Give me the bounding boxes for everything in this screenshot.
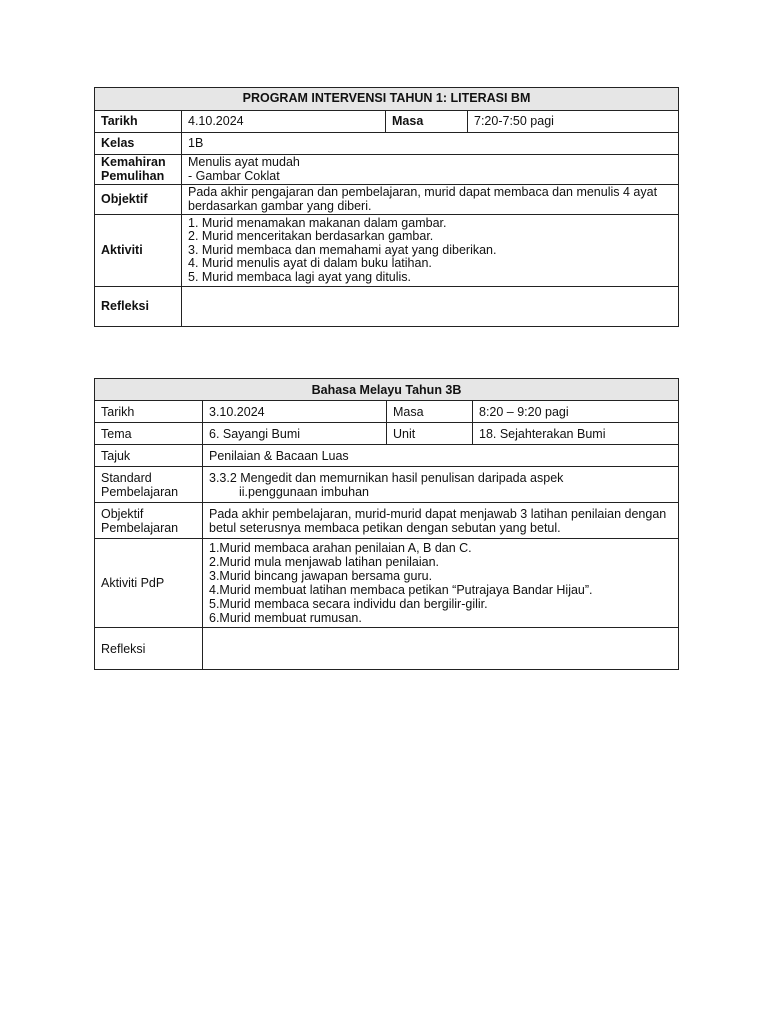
aktiviti-list — [182, 215, 679, 287]
standard-value — [203, 467, 679, 503]
lesson-plan-table — [94, 378, 679, 670]
list-item: 1. Murid menamakan makanan dalam gambar. — [188, 215, 447, 230]
refleksi-value — [182, 287, 679, 327]
objektif-label: Objektif — [95, 185, 182, 215]
list-item: 1.Murid membaca arahan penilaian A, B dan C. — [209, 541, 472, 555]
objektif-label-line2: Pembelajaran — [101, 520, 179, 535]
kemahiran-label — [95, 155, 182, 185]
tarikh-value: 4.10.2024 — [182, 111, 386, 133]
kemahiran-label-line2: Pemulihan — [101, 168, 165, 183]
intervention-plan-table — [94, 87, 679, 327]
objektif-value: Pada akhir pengajaran dan pembelajaran, murid dapat membaca dan menulis 4 ayat berdasarkan gambar yang diberi. — [182, 185, 679, 215]
kemahiran-value-line1: Menulis ayat mudah — [188, 155, 300, 169]
standard-value-line1: 3.3.2 Mengedit dan memurnikan hasil penulisan daripada aspek — [209, 470, 564, 485]
tarikh-label: Tarikh — [95, 111, 182, 133]
objektif-label-line1: Objektif — [101, 506, 144, 521]
aktiviti-list — [203, 539, 679, 628]
aktiviti-label: Aktiviti PdP — [95, 539, 203, 628]
list-item: 2. Murid menceritakan berdasarkan gambar. — [188, 229, 434, 244]
tarikh-label: Tarikh — [95, 401, 203, 423]
list-item: 6.Murid membuat rumusan. — [209, 611, 362, 625]
refleksi-value — [203, 628, 679, 670]
table-title: PROGRAM INTERVENSI TAHUN 1: LITERASI BM — [95, 88, 679, 111]
list-item: 3.Murid bincang jawapan bersama guru. — [209, 569, 433, 583]
aktiviti-label: Aktiviti — [95, 215, 182, 287]
unit-label: Unit — [387, 423, 473, 445]
refleksi-label: Refleksi — [95, 628, 203, 670]
list-item: 2.Murid mula menjawab latihan penilaian. — [209, 555, 439, 569]
tarikh-value: 3.10.2024 — [203, 401, 387, 423]
tajuk-label: Tajuk — [95, 445, 203, 467]
kemahiran-value-line2: - Gambar Coklat — [188, 168, 280, 183]
list-item: 4.Murid membuat latihan membaca petikan “Putrajaya Bandar Hijau”. — [209, 583, 593, 597]
objektif-value: Pada akhir pembelajaran, murid-murid dapat menjawab 3 latihan penilaian dengan betul seterusnya membaca petikan dengan sebutan yang betul. — [203, 503, 679, 539]
masa-value: 7:20-7:50 pagi — [468, 111, 679, 133]
unit-value: 18. Sejahterakan Bumi — [473, 423, 679, 445]
tajuk-value: Penilaian & Bacaan Luas — [203, 445, 679, 467]
objektif-label — [95, 503, 203, 539]
tema-value: 6. Sayangi Bumi — [203, 423, 387, 445]
refleksi-label: Refleksi — [95, 287, 182, 327]
tema-label: Tema — [95, 423, 203, 445]
standard-label — [95, 467, 203, 503]
table-title: Bahasa Melayu Tahun 3B — [95, 379, 679, 401]
list-item: 3. Murid membaca dan memahami ayat yang diberikan. — [188, 242, 497, 257]
kemahiran-label-line1: Kemahiran — [101, 155, 166, 169]
masa-label: Masa — [386, 111, 468, 133]
list-item: 4. Murid menulis ayat di dalam buku latihan. — [188, 256, 432, 271]
masa-label: Masa — [387, 401, 473, 423]
list-item: 5.Murid membaca secara individu dan bergilir-gilir. — [209, 597, 488, 611]
kelas-label: Kelas — [95, 133, 182, 155]
list-item: 5. Murid membaca lagi ayat yang ditulis. — [188, 269, 412, 284]
standard-label-line2: Pembelajaran — [101, 484, 179, 499]
masa-value: 8:20 – 9:20 pagi — [473, 401, 679, 423]
standard-label-line1: Standard — [101, 470, 152, 485]
kelas-value: 1B — [182, 133, 679, 155]
standard-value-line2: ii.penggunaan imbuhan — [239, 484, 369, 499]
kemahiran-value — [182, 155, 679, 185]
